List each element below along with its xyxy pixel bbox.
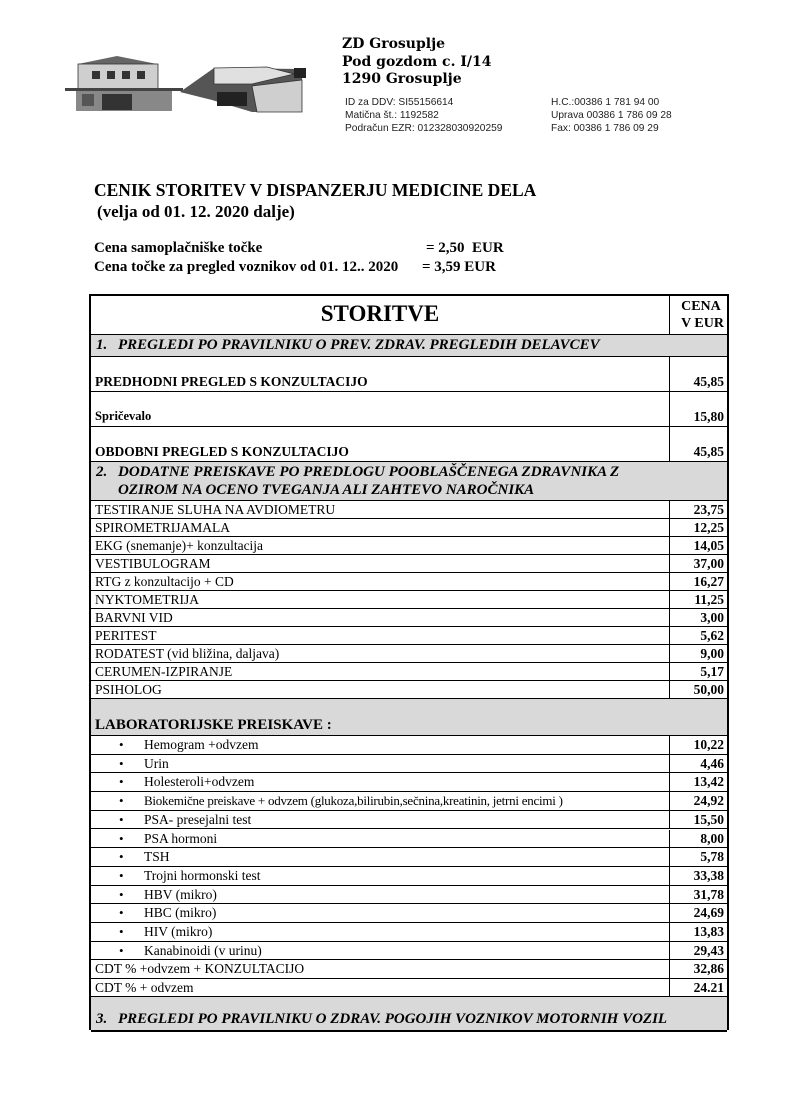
item-price: 4,46 <box>700 755 724 771</box>
item-label: Trojni hormonski test <box>144 867 261 883</box>
lab-section-title: LABORATORIJSKE PREISKAVE : <box>95 717 332 733</box>
table-row <box>91 627 727 645</box>
item-label: HIV (mikro) <box>144 924 213 939</box>
item-label: Biokemične preiskave + odvzem (glukoza,bilirubin,sečnina,kreatinin, jetrni encimi ) <box>144 793 563 809</box>
table-row <box>91 979 727 997</box>
bank-account: Podračun EZR: 012328030920259 <box>345 123 503 134</box>
self-pay-point-value: = 2,50 EUR <box>426 240 504 256</box>
item-label: TESTIRANJE SLUHA NA AVDIOMETRU <box>95 502 336 517</box>
item-label: PSA hormoni <box>144 830 218 846</box>
table-row <box>91 427 727 462</box>
item-label: VESTIBULOGRAM <box>95 556 211 571</box>
item-label: HBC (mikro) <box>144 905 217 921</box>
table-row <box>91 609 727 627</box>
item-label: PSIHOLOG <box>95 682 162 697</box>
item-price: 3,00 <box>700 610 724 625</box>
table-row <box>91 681 727 699</box>
item-price: 16,27 <box>693 574 724 589</box>
item-price: 8,00 <box>700 830 724 846</box>
item-price: 24,69 <box>693 905 724 921</box>
main-phone: H.C.:00386 1 781 94 00 <box>551 97 660 108</box>
table-row <box>91 519 727 537</box>
table-row <box>91 867 727 886</box>
item-price: 15,50 <box>693 811 724 827</box>
item-label: Kanabinoidi (v urinu) <box>144 942 262 958</box>
org-street: Pod gozdom c. I/14 <box>342 53 492 70</box>
org-city: 1290 Grosuplje <box>342 71 462 87</box>
item-price: 32,86 <box>693 961 724 977</box>
bullet-icon: • <box>119 886 124 902</box>
item-price: 10,22 <box>693 737 724 752</box>
item-price: 15,80 <box>693 409 724 424</box>
table-row <box>91 773 727 792</box>
document-subtitle: (velja od 01. 12. 2020 dalje) <box>97 202 295 221</box>
table-row <box>91 848 727 867</box>
table-row <box>91 923 727 942</box>
item-label: EKG (snemanje)+ konzultacija <box>95 538 264 553</box>
item-label: PSA- presejalni test <box>144 811 252 827</box>
item-price: 9,00 <box>700 646 724 661</box>
table-row <box>91 904 727 923</box>
bullet-icon: • <box>119 737 124 752</box>
item-label: Holesteroli+odvzem <box>144 774 255 790</box>
item-price: 12,25 <box>693 520 724 535</box>
item-price: 24.21 <box>693 979 724 995</box>
section-3-header <box>91 997 727 1032</box>
bullet-icon: • <box>119 830 124 846</box>
vat-id: ID za DDV: SI55156614 <box>345 97 454 108</box>
table-row <box>91 960 727 978</box>
item-price: 45,85 <box>693 374 724 389</box>
bullet-icon: • <box>119 755 124 771</box>
price-header: CENA V EUR <box>681 299 724 331</box>
item-price: 5,17 <box>700 664 724 679</box>
item-label: CDT % +odvzem + KONZULTACIJO <box>95 961 305 977</box>
driver-point-value: = 3,59 EUR <box>422 259 496 275</box>
item-price: 50,00 <box>693 682 724 697</box>
item-price: 13,83 <box>693 924 724 939</box>
item-label: TSH <box>144 849 170 865</box>
section-2-title-line2: OZIROM NA OCENO TVEGANJA ALI ZAHTEVO NAROČNIKA <box>118 482 535 498</box>
section-1-number: 1. <box>96 337 108 353</box>
item-label: CDT % + odvzem <box>95 979 194 995</box>
item-price: 13,42 <box>693 774 724 790</box>
table-row <box>91 501 727 519</box>
bullet-icon: • <box>119 905 124 921</box>
item-price: 5,78 <box>700 849 724 865</box>
item-label: SPIROMETRIJAMALA <box>95 520 231 535</box>
item-price: 45,85 <box>693 444 724 459</box>
registration-info <box>345 96 502 135</box>
item-price: 5,62 <box>700 628 724 643</box>
section-3-number: 3. <box>96 1011 108 1027</box>
item-label: PREDHODNI PREGLED S KONZULTACIJO <box>95 374 368 389</box>
item-label: Urin <box>144 755 169 771</box>
table-header-row <box>91 296 727 335</box>
section-2-header <box>91 462 727 501</box>
table-row <box>91 537 727 555</box>
item-price: 23,75 <box>693 502 724 517</box>
item-price: 11,25 <box>694 592 724 607</box>
bullet-icon: • <box>119 942 124 958</box>
section-1-header <box>91 335 727 357</box>
bullet-icon: • <box>119 849 124 865</box>
item-label: OBDOBNI PREGLED S KONZULTACIJO <box>95 444 349 459</box>
item-label: RODATEST (vid bližina, daljava) <box>95 646 280 661</box>
table-row <box>91 573 727 591</box>
table-row <box>91 942 727 961</box>
item-label: Spričevalo <box>95 409 152 423</box>
bullet-icon: • <box>119 811 124 827</box>
table-row <box>91 663 727 681</box>
bullet-icon: • <box>119 924 124 939</box>
bullet-icon: • <box>119 867 124 883</box>
table-row <box>91 886 727 905</box>
item-price: 37,00 <box>693 556 724 571</box>
document-title: CENIK STORITEV V DISPANZERJU MEDICINE DELA <box>94 180 537 200</box>
table-row <box>91 755 727 774</box>
self-pay-point-label: Cena samoplačniške točke <box>94 240 263 256</box>
table-row <box>91 736 727 755</box>
table-row <box>91 792 727 811</box>
registration-number: Matična št.: 1192582 <box>345 110 439 121</box>
price-table <box>89 294 729 1030</box>
building-photo-logo <box>62 44 327 116</box>
item-label: Hemogram +odvzem <box>144 737 259 752</box>
table-row <box>91 830 727 849</box>
admin-phone: Uprava 00386 1 786 09 28 <box>551 110 672 121</box>
services-header: STORITVE <box>320 301 440 326</box>
item-label: BARVNI VID <box>95 610 173 625</box>
section-1-title: PREGLEDI PO PRAVILNIKU O PREV. ZDRAV. PREGLEDIH DELAVCEV <box>118 337 600 353</box>
item-label: PERITEST <box>95 628 157 643</box>
table-row <box>91 357 727 392</box>
organization-block <box>342 36 491 89</box>
item-price: 24,92 <box>693 793 724 809</box>
section-3-title: PREGLEDI PO PRAVILNIKU O ZDRAV. POGOJIH VOZNIKOV MOTORNIH VOZIL <box>118 1011 668 1027</box>
item-price: 33,38 <box>693 867 724 883</box>
item-label: HBV (mikro) <box>144 886 217 902</box>
org-name: ZD Grosuplje <box>342 36 446 52</box>
section-2-number: 2. <box>96 464 108 480</box>
section-2-title-line1: DODATNE PREISKAVE PO PREDLOGU POOBLAŠČENEGA ZDRAVNIKA Z <box>118 464 620 480</box>
lab-section-header <box>91 699 727 736</box>
table-row <box>91 392 727 427</box>
item-label: NYKTOMETRIJA <box>95 592 199 607</box>
item-price: 29,43 <box>693 942 724 958</box>
table-row <box>91 555 727 573</box>
bullet-icon: • <box>119 793 124 809</box>
item-price: 31,78 <box>693 886 724 902</box>
driver-point-label: Cena točke za pregled voznikov od 01. 12.. 2020 <box>94 259 399 275</box>
table-row <box>91 645 727 663</box>
table-row <box>91 811 727 830</box>
table-row <box>91 591 727 609</box>
phone-info <box>551 96 672 135</box>
bullet-icon: • <box>119 774 124 790</box>
fax-number: Fax: 00386 1 786 09 29 <box>551 123 659 134</box>
item-label: RTG z konzultacijo + CD <box>95 574 234 589</box>
item-label: CERUMEN-IZPIRANJE <box>95 664 233 679</box>
item-price: 14,05 <box>693 538 724 553</box>
